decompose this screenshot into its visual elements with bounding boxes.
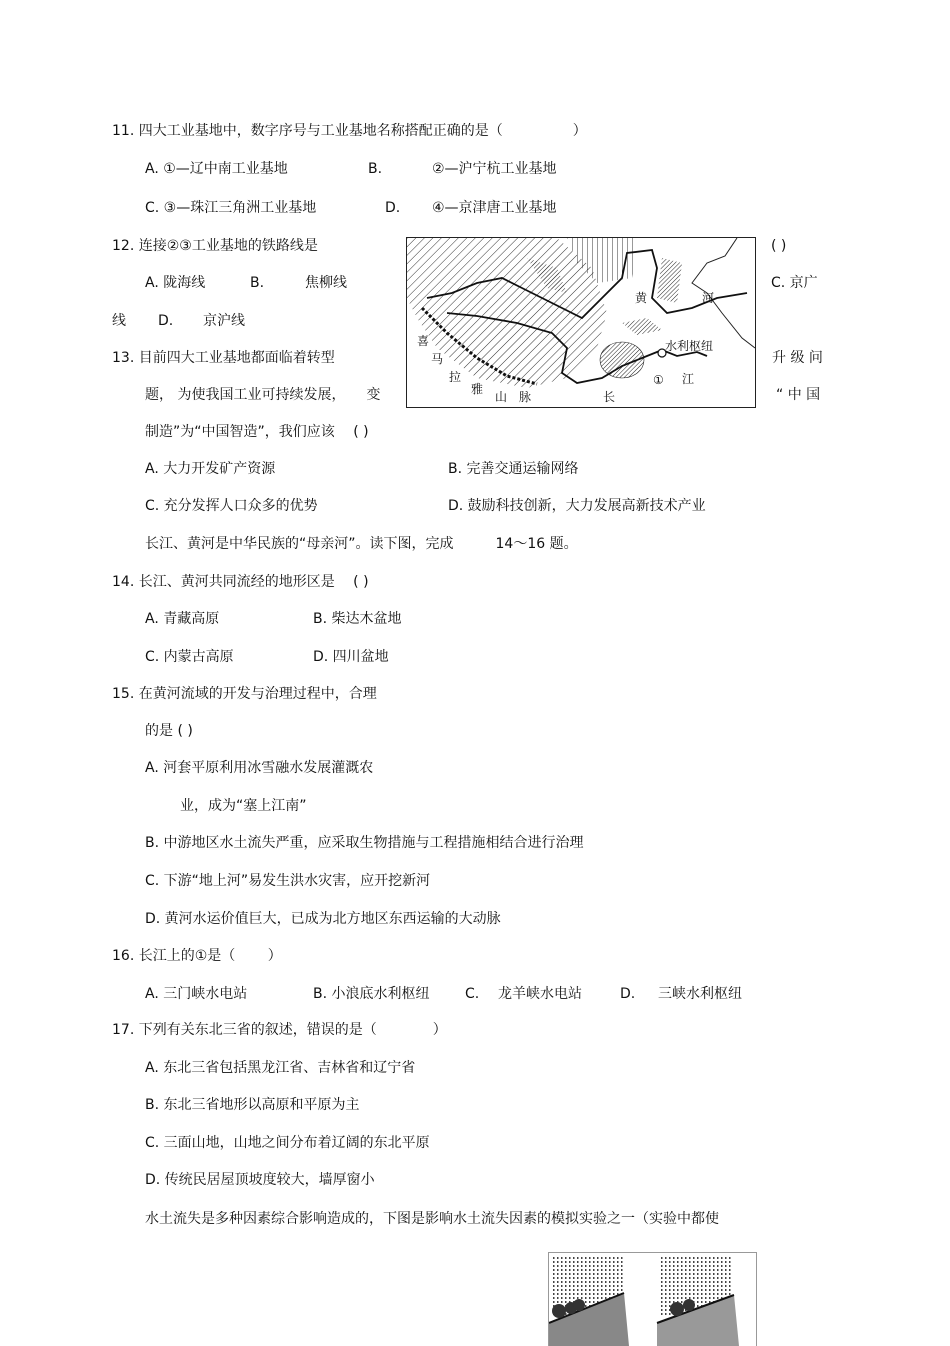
q14-option-a: A. 青藏高原 [145, 611, 220, 627]
map-label-dam: 水利枢纽 [665, 339, 714, 353]
q11-option-d: ④—京津唐工业基地 [432, 200, 557, 216]
q11-option-b: ②—沪宁杭工业基地 [432, 161, 557, 177]
map-label-circled-1: ① [653, 373, 664, 387]
map-label-huang: 黄 [635, 291, 648, 305]
q17-option-c: C. 三面山地，山地之间分布着辽阔的东北平原 [145, 1135, 430, 1151]
mountain-patch-2 [657, 258, 682, 303]
q12-paren: ( ) [771, 238, 787, 254]
q12-option-c: C. 京广 [771, 275, 818, 291]
q13-line3: 制造”为“中国智造”，我们应该 ( ) [145, 424, 369, 440]
soil-experiment-figure [548, 1252, 757, 1346]
q15-stem-cont: 的是 ( ) [145, 723, 193, 739]
mountain-patch-3 [622, 318, 662, 335]
q12-option-d-letter: D. [158, 313, 174, 329]
map-label-la: 拉 [449, 370, 462, 384]
q17-stem: 17. 下列有关东北三省的叙述，错误的是（ ） [112, 1022, 447, 1038]
q12-option-b-letter: B. [250, 275, 265, 291]
q16-option-c-letter: C. [465, 986, 480, 1002]
q11-stem: 11. 四大工业基地中，数字序号与工业基地名称搭配正确的是（ ） [112, 123, 587, 139]
q12-option-b: 焦柳线 [305, 275, 347, 291]
intro-14-16: 长江、黄河是中华民族的“母亲河”。读下图，完成 14～16 题。 [145, 536, 578, 552]
q13-line2: 题， 为使我国工业可持续发展， 变 [145, 387, 381, 403]
map-label-chang: 长 [603, 390, 616, 404]
q15-stem: 15. 在黄河流域的开发与治理过程中，合理 [112, 686, 377, 702]
q13-stem-right: 升 级 问 [772, 350, 823, 366]
q14-option-d: D. 四川盆地 [313, 649, 389, 665]
q13-option-b: B. 完善交通运输网络 [448, 461, 579, 477]
q13-option-a: A. 大力开发矿产资源 [145, 461, 276, 477]
q16-option-a: A. 三门峡水电站 [145, 986, 248, 1002]
q15-option-d: D. 黄河水运价值巨大，已成为北方地区东西运输的大动脉 [145, 911, 501, 927]
map-label-xi: 喜 [417, 334, 430, 348]
rivers-map-svg [407, 238, 755, 407]
q13-stem: 13. 目前四大工业基地都面临着转型 [112, 350, 335, 366]
intro-soil-erosion: 水土流失是多种因素综合影响造成的，下图是影响水土流失因素的模拟实验之一（实验中都使 [145, 1211, 719, 1227]
q16-stem: 16. 长江上的①是（ ） [112, 948, 282, 964]
map-label-mai: 脉 [519, 390, 532, 404]
q17-option-b: B. 东北三省地形以高原和平原为主 [145, 1097, 360, 1113]
map-label-jiang: 江 [682, 372, 695, 386]
map-label-ma: 马 [431, 352, 444, 366]
q17-option-a: A. 东北三省包括黑龙江省、吉林省和辽宁省 [145, 1060, 416, 1076]
q16-option-d: 三峡水利枢纽 [658, 986, 742, 1002]
map-label-ya: 雅 [471, 382, 484, 396]
q11-option-d-letter: D. [385, 200, 401, 216]
q15-option-a-cont: 业，成为“塞上江南” [180, 798, 307, 814]
q14-option-c: C. 内蒙古高原 [145, 649, 234, 665]
q12-option-a: A. 陇海线 [145, 275, 206, 291]
map-label-shan: 山 [495, 390, 508, 404]
q12-option-c-cont: 线 [112, 313, 126, 329]
q17-option-d: D. 传统民居屋顶坡度较大，墙厚窗小 [145, 1172, 375, 1188]
q11-option-c: C. ③—珠江三角洲工业基地 [145, 200, 317, 216]
q14-option-b: B. 柴达木盆地 [313, 611, 402, 627]
q13-option-d: D. 鼓励科技创新，大力发展高新技术产业 [448, 498, 706, 514]
q12-option-d: 京沪线 [203, 313, 245, 329]
rivers-map [406, 237, 756, 408]
q16-option-c: 龙羊峡水电站 [498, 986, 582, 1002]
q14-stem: 14. 长江、黄河共同流经的地形区是 ( ) [112, 574, 369, 590]
q11-option-b-letter: B. [368, 161, 383, 177]
q15-option-c: C. 下游“地上河”易发生洪水灾害，应开挖新河 [145, 873, 431, 889]
q12-stem: 12. 连接②③工业基地的铁路线是 [112, 238, 318, 254]
q11-option-a: A. ①—辽中南工业基地 [145, 161, 288, 177]
q13-option-c: C. 充分发挥人口众多的优势 [145, 498, 318, 514]
q13-line2-right: “ 中 国 [776, 387, 821, 403]
map-label-he: 河 [702, 291, 715, 305]
q16-option-d-letter: D. [620, 986, 636, 1002]
q15-option-a: A. 河套平原利用冰雪融水发展灌溉农 [145, 760, 374, 776]
q15-option-b: B. 中游地区水土流失严重，应采取生物措施与工程措施相结合进行治理 [145, 835, 584, 851]
soil-experiment-svg [549, 1253, 756, 1346]
q16-option-b: B. 小浪底水利枢纽 [313, 986, 430, 1002]
